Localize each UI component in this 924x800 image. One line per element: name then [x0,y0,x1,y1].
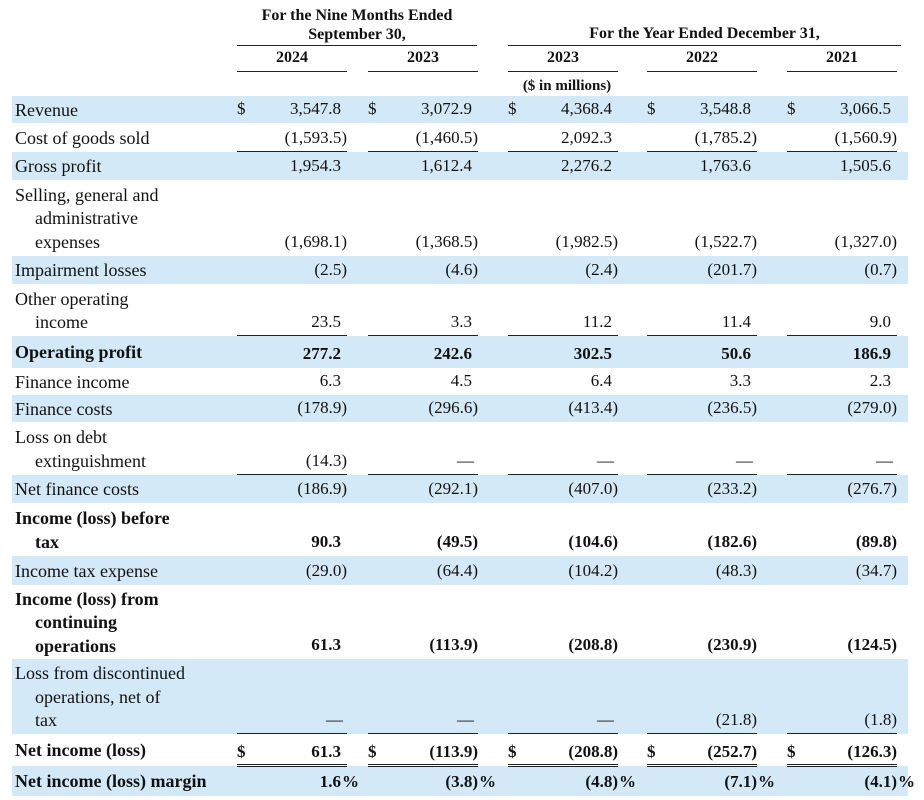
table-cell-value: (34.7) [855,561,897,580]
row-label [15,770,206,794]
year-header-2024-nine: 2024 [276,49,308,66]
table-cell-value: 9.0 [869,312,891,331]
table-cell-value: 23.5 [311,312,341,331]
year-header-2021-annual: 2021 [826,49,858,66]
row-label [15,155,102,179]
table-cell-value: 302.5 [573,344,612,363]
table-cell-value: 242.6 [433,344,472,363]
row-label-continuation: expenses [35,231,100,252]
table-cell-value: (113.9) [429,635,478,654]
subtotal-underline [508,151,618,152]
table-cell-value: (4.8) [585,772,618,791]
subtotal-underline [237,335,347,336]
dollar-sign: $ [787,99,796,118]
dollar-sign: $ [647,99,656,118]
year-underline [647,71,757,72]
row-label-continuation: administrative [35,208,138,229]
table-cell-value: (113.9) [429,742,478,761]
total-double-underline [368,764,478,767]
row-label-text: Net income (loss) [15,740,146,761]
table-cell-value: 4.5 [450,371,472,390]
row-label [15,99,78,123]
table-cell-value: (1,560.9) [834,128,897,147]
table-row [0,336,924,368]
row-label-text: Income (loss) before [15,508,170,528]
table-cell-value: 186.9 [852,344,891,363]
table-cell-value: 2,276.2 [561,156,612,175]
table-cell-value: (276.7) [847,479,897,498]
percent-sign: % [619,772,636,791]
table-cell-value: 1,612.4 [421,156,472,175]
dollar-sign: $ [237,99,246,118]
table-cell-value: 2,092.3 [561,128,612,147]
dollar-sign: $ [508,99,517,118]
row-label [15,341,142,365]
nine-months-heading-line1: For the Nine Months Ended [261,7,453,24]
table-cell-value: (89.8) [855,532,897,551]
table-cell-value: (1,785.2) [694,128,757,147]
row-label [15,560,158,584]
table-cell-value: (230.9) [707,635,757,654]
row-label-text: Finance costs [15,398,113,419]
nine-months-rule [237,45,477,46]
table-cell-value: 1.6 [319,772,341,791]
row-label-continuation: tax [35,531,59,552]
row-label-text: Selling, general and [15,184,159,205]
row-label-text: Cost of goods sold [15,127,150,148]
dollar-sign: $ [647,742,656,761]
table-cell-value: (1,522.7) [694,232,757,251]
table-cell-value: (64.4) [436,561,478,580]
subtotal-underline [508,474,618,475]
table-cell-value: 1,954.3 [290,156,341,175]
table-cell-value: (104.2) [568,561,618,580]
units-label: ($ in millions) [522,78,612,94]
table-cell-value: (1,698.1) [284,232,347,251]
year-underline [508,71,618,72]
table-cell-value: 3,547.8 [290,99,341,118]
total-double-underline [647,764,757,767]
subtotal-underline [787,733,897,734]
table-cell-value: (201.7) [707,260,757,279]
row-label-text: Finance income [15,371,130,392]
row-label-text: Income (loss) from [15,588,159,609]
year-header-2022-annual: 2022 [686,49,718,66]
subtotal-underline [647,151,757,152]
table-row [0,475,924,503]
table-cell-value: 1,505.6 [840,156,891,175]
table-cell-value: (4.1) [864,772,897,791]
table-cell-value: — [876,451,893,470]
table-cell-value: (236.5) [707,398,757,417]
table-cell-value: (186.9) [297,479,347,498]
subtotal-underline [787,151,897,152]
row-label [15,184,158,255]
table-row [0,766,924,796]
row-label [15,259,146,283]
table-cell-value: (1,460.5) [415,128,478,147]
table-cell-value: 3,072.9 [421,99,472,118]
table-row [0,585,924,659]
table-cell-value: (1,982.5) [555,232,618,251]
table-row [0,180,924,256]
table-cell-value: — [597,451,614,470]
subtotal-underline [787,474,897,475]
table-cell-value: 2.3 [869,371,891,390]
table-row [0,503,924,556]
row-label-text: Net income (loss) margin [15,771,207,792]
table-cell-value: 3,066.5 [840,99,891,118]
table-cell-value: 61.3 [311,635,341,654]
table-row [0,152,924,180]
table-cell-value: (2.4) [585,260,618,279]
subtotal-underline [368,151,478,152]
row-label-continuation: extinguishment [35,450,146,471]
table-cell-value: (48.3) [715,561,757,580]
table-cell-value: 6.4 [590,371,612,390]
percent-sign: % [758,772,775,791]
row-label-continuation: operations, net of [35,686,161,707]
dollar-sign: $ [237,742,246,761]
table-cell-value: 11.2 [582,312,612,331]
year-underline [237,71,347,72]
row-label [15,127,150,151]
row-label-text: Loss from discontinued [15,663,185,684]
table-cell-value: 6.3 [319,371,341,390]
table-cell-value: — [597,710,614,729]
row-label-text: Loss on debt [15,427,107,447]
year-header-2023-nine: 2023 [407,49,439,66]
row-label [15,371,129,395]
table-cell-value: (252.7) [707,742,757,761]
row-label-continuation: tax [35,710,57,731]
table-cell-value: — [457,710,474,729]
dollar-sign: $ [508,742,517,761]
subtotal-underline [787,335,897,336]
table-cell-value: (4.6) [445,260,478,279]
table-cell-value: 3.3 [450,312,472,331]
table-cell-value: 90.3 [311,532,341,551]
subtotal-underline [647,335,757,336]
table-cell-value: (1,327.0) [834,232,897,251]
table-row [0,284,924,336]
row-label [15,288,128,335]
table-cell-value: 1,763.6 [700,156,751,175]
percent-sign: % [898,772,915,791]
table-header [0,0,924,96]
table-row [0,734,924,766]
table-cell-value: (1,368.5) [415,232,478,251]
table-cell-value: 11.4 [721,312,751,331]
nine-months-heading [237,6,477,44]
table-cell-value: — [736,451,753,470]
table-row [0,395,924,422]
row-label [15,398,112,422]
row-label [15,478,139,502]
subtotal-underline [368,733,478,734]
row-label [15,662,185,733]
table-row [0,256,924,284]
table-cell-value: (21.8) [715,710,757,729]
table-cell-value: (7.1) [724,772,757,791]
row-label [15,588,159,659]
dollar-sign: $ [368,99,377,118]
subtotal-underline [647,733,757,734]
total-double-underline [508,764,618,767]
table-cell-value: (296.6) [428,398,478,417]
table-cell-value: (124.5) [847,635,897,654]
row-label-continuation: income [35,312,88,332]
table-cell-value: 61.3 [311,742,341,761]
row-label-text: Gross profit [15,156,102,177]
subtotal-underline [368,474,478,475]
row-label-text: Operating profit [15,342,143,363]
subtotal-underline [508,335,618,336]
table-cell-value: (29.0) [305,561,347,580]
nine-months-heading-line2: September 30, [308,26,406,43]
table-cell-value: (104.6) [568,532,618,551]
table-cell-value: 3,548.8 [700,99,751,118]
row-label-text: Other operating [15,288,129,309]
table-row [0,659,924,734]
row-label [15,507,170,554]
subtotal-underline [237,474,347,475]
row-label-continuation: continuing [35,612,118,633]
table-cell-value: 4,368.4 [561,99,612,118]
table-cell-value: — [457,451,474,470]
table-row [0,556,924,585]
table-row [0,422,924,475]
table-cell-value: (413.4) [568,398,618,417]
subtotal-underline [368,335,478,336]
table-cell-value: (208.8) [568,742,618,761]
table-cell-value: (292.1) [428,479,478,498]
row-label-text: Net finance costs [15,479,139,500]
table-cell-value: (126.3) [847,742,897,761]
table-cell-value: 50.6 [721,344,751,363]
row-label-text: Impairment losses [15,260,147,281]
table-cell-value: (3.8) [445,772,478,791]
year-ended-heading: For the Year Ended December 31, [589,25,820,42]
percent-sign: % [342,772,359,791]
row-label [15,426,146,473]
table-cell-value: (407.0) [568,479,618,498]
table-cell-value: (233.2) [707,479,757,498]
table-cell-value: (178.9) [297,398,347,417]
table-cell-value: (279.0) [847,398,897,417]
subtotal-underline [237,151,347,152]
year-underline [787,71,897,72]
table-cell-value: (0.7) [864,260,897,279]
row-label-text: Income tax expense [15,560,158,581]
table-row [0,96,924,123]
total-double-underline [787,764,897,767]
table-cell-value: (1.8) [864,710,897,729]
dollar-sign: $ [787,742,796,761]
table-cell-value: (208.8) [568,635,618,654]
table-cell-value: (1,593.5) [284,128,347,147]
table-cell-value: 277.2 [302,344,341,363]
row-label-continuation: operations [35,635,116,656]
year-underline [368,71,478,72]
table-cell-value: — [326,710,343,729]
table-row [0,123,924,152]
year-ended-rule [508,45,901,46]
table-cell-value: 3.3 [729,371,751,390]
subtotal-underline [647,474,757,475]
subtotal-underline [508,733,618,734]
total-double-underline [237,764,347,767]
table-cell-value: (182.6) [707,532,757,551]
table-cell-value: (49.5) [436,532,478,551]
table-cell-value: (2.5) [314,260,347,279]
dollar-sign: $ [368,742,377,761]
percent-sign: % [479,772,496,791]
year-header-2023-annual: 2023 [547,49,579,66]
table-cell-value: (14.3) [305,451,347,470]
table-row [0,368,924,395]
subtotal-underline [237,733,347,734]
row-label [15,739,146,763]
row-label-text: Revenue [15,99,78,120]
